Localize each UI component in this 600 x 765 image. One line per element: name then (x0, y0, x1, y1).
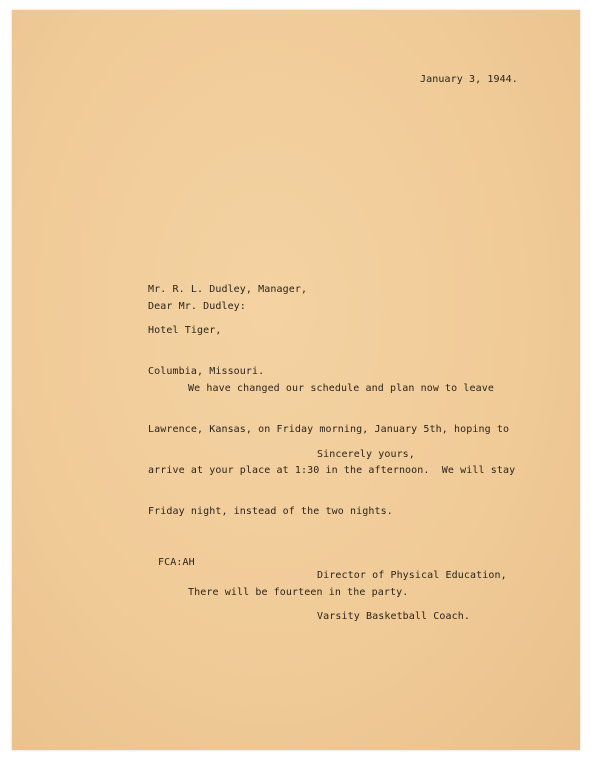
recipient-name-line: Mr. R. L. Dudley, Manager, (148, 284, 308, 296)
letter-date: January 3, 1944. (420, 74, 518, 85)
body-paragraph-2: There will be fourteen in the party. (188, 587, 409, 599)
body-line: We have changed our schedule and plan now to leave (188, 383, 495, 395)
complimentary-closing: Sincerely yours, (317, 449, 415, 460)
letter-paper (12, 10, 580, 750)
body-line: Friday night, instead of the two nights. (148, 505, 393, 517)
recipient-hotel-line: Hotel Tiger, (148, 324, 222, 336)
body-line: Lawrence, Kansas, on Friday morning, January 5th, hoping to (148, 424, 510, 436)
signature-title (317, 542, 507, 651)
body-line: arrive at your place at 1:30 in the afternoon. We will stay (148, 464, 516, 476)
signature-title-line: Varsity Basketball Coach. (317, 610, 471, 622)
reference-initials: FCA:AH (158, 557, 195, 568)
recipient-city-line: Columbia, Missouri. (148, 365, 265, 377)
signature-title-line: Director of Physical Education, (317, 570, 507, 582)
salutation: Dear Mr. Dudley: (148, 301, 246, 312)
